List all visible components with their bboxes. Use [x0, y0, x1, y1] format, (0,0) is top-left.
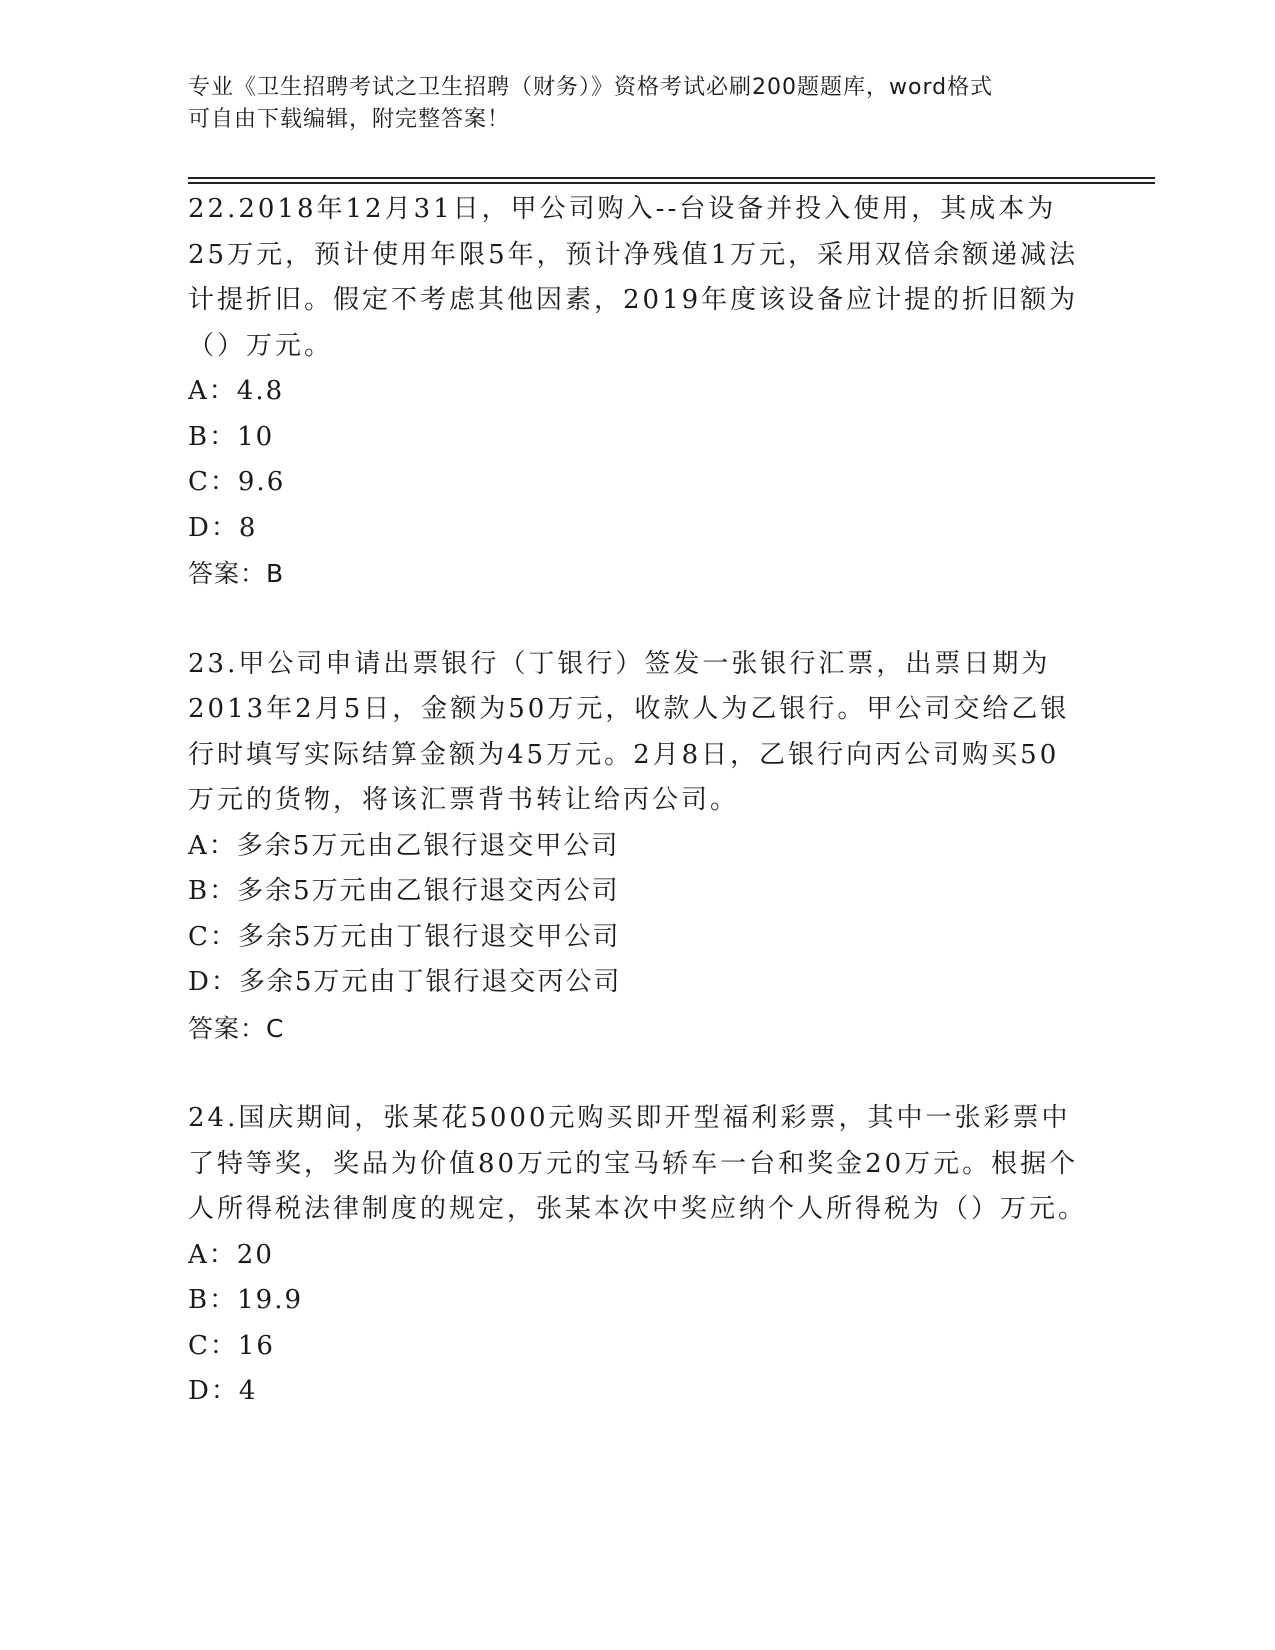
option-b: B：10 [188, 421, 275, 452]
question-24 [188, 1096, 1088, 1415]
question-23 [188, 642, 1088, 1052]
option-b: B：19.9 [188, 1285, 303, 1315]
question-spacer [188, 1051, 1088, 1096]
answer-label: 答案：C [188, 1013, 285, 1043]
header-line-2: 可自由下载编辑，附完整答案！ [188, 107, 511, 132]
option-c: C：9.6 [188, 467, 286, 497]
answer-label: 答案：B [188, 559, 285, 588]
option-a: A：4.8 [188, 376, 285, 406]
header-divider-bottom [188, 182, 1155, 184]
question-spacer [188, 597, 1088, 642]
question-stem: 22.2018年12月31日，甲公司购入--台设备并投入使用，其成本为25万元，预计使用年限5年，预计净残值1万元，采用双倍余额递减法计提折旧。假定不考虑其他因素，2019年度该设备应计提的折旧额为（）万元。 [188, 194, 1079, 361]
option-a: A：20 [188, 1239, 274, 1270]
option-d: D：多余5万元由丁银行退交丙公司 [188, 967, 622, 997]
option-c: C：多余5万元由丁银行退交甲公司 [188, 921, 621, 952]
header-divider-top [188, 177, 1155, 179]
header-line-1: 专业《卫生招聘考试之卫生招聘（财务）》资格考试必刷200题题库，word格式 [188, 75, 994, 100]
document-header [188, 72, 1068, 136]
question-stem: 24.国庆期间，张某花5000元购买即开型福利彩票，其中一张彩票中了特等奖，奖品为价值80万元的宝马轿车一台和奖金20万元。根据个人所得税法律制度的规定，张某本次中奖应纳个人所得税为（）万元。 [188, 1103, 1088, 1224]
question-stem: 23.甲公司申请出票银行（丁银行）签发一张银行汇票，出票日期为2013年2月5日，金额为50万元，收款人为乙银行。甲公司交给乙银行时填写实际结算金额为45万元。2月8日，乙银行向丙公司购买50万元的货物，将该汇票背书转让给丙公司。 [188, 648, 1070, 815]
option-b: B：多余5万元由乙银行退交丙公司 [188, 876, 620, 906]
question-list [188, 187, 1088, 1415]
option-a: A：多余5万元由乙银行退交甲公司 [188, 830, 620, 861]
option-d: D：4 [188, 1376, 258, 1406]
question-22 [188, 187, 1088, 597]
option-c: C：16 [188, 1330, 275, 1361]
option-d: D：8 [188, 512, 258, 543]
